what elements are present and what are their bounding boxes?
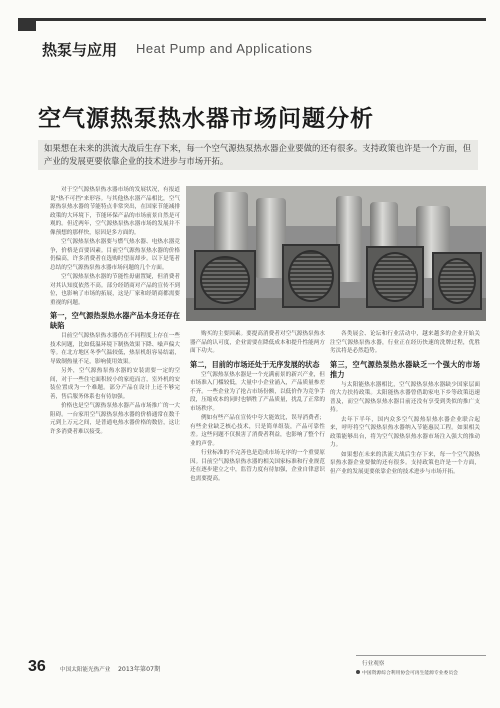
heat-pump-unit (194, 250, 256, 310)
section-heading-2: 第二，目前的市场还处于无序发展的状态 (190, 359, 320, 369)
fan-grille (288, 250, 334, 302)
body-paragraph: 空气源热泵热水器要与燃气热水器、电热水器竞争，价格是首要因素。目前空气源热泵热水器的价格仍偏高，许多消费者在选购时望而却步。以下是笔者总结的空气源热泵热水器市场问题的几个方面。 (50, 239, 180, 271)
heat-pump-unit (282, 244, 340, 308)
journal-name: 中国太阳能光热产业 (60, 667, 111, 673)
body-paragraph: 如果想在未来的洪流大战后生存下来，每一个空气源热泵热水器企业要做的还有很多。支持政策也许是一个方面，但产业的发展更要依靠企业的技术进步与市场开拓。 (330, 451, 480, 475)
body-paragraph: 与太阳能热水器相比，空气源热泵热水器缺少国家层面的大力扶持政策。太阳能热水器曾借助家电下乡等政策迅速普及，而空气源热泵热水器目前还没有享受到类似的推广支持。 (330, 381, 480, 413)
column-tag: 行业观察 (362, 661, 385, 667)
article-title: 空气源热泵热水器市场问题分析 (38, 106, 374, 132)
text-column-3 (330, 330, 480, 477)
footer-org: 中国资源综合利用协会可再生能源专业委员会 (362, 671, 458, 676)
fan-grille (200, 256, 250, 304)
article-lead: 如果想在未来的洪流大战后生存下来，每一个空气源热泵热水器企业要做的还有很多。支持政策也许是一个方面，但产业的发展更要依靠企业的技术进步与市场开拓。 (38, 140, 478, 170)
section-title-en: Heat Pump and Applications (136, 41, 313, 56)
header-mark (18, 21, 36, 31)
body-paragraph: 另外，空气源热泵热水器的安装需要一定的空间，对于一些住宅面积较小的家庭而言，室外机的安装位置成为一个难题。部分产品在设计上还不够完善，售后服务体系也有待加强。 (50, 368, 180, 400)
footer-column-box (356, 655, 486, 679)
heat-pump-photo (186, 186, 486, 321)
body-paragraph: 价格也是空气源热泵热水器产品市场推广的一大阻碍。一台家用空气源热泵热水器的价格通常在数千元到上万元之间，是普通电热水器价格的数倍，这让许多消费者难以接受。 (50, 403, 180, 435)
section-header (18, 18, 486, 68)
heat-pump-unit (366, 246, 424, 308)
page-footer (18, 655, 486, 685)
body-paragraph: 空气源热泵热水器的节能性毋庸置疑，但消费者对其认知度依然不高。部分经销商对产品的宣传不到位，也影响了市场的拓展，这是厂家和经销商都需要重视的问题。 (50, 274, 180, 306)
body-paragraph: 去年下半年，国内众多空气源热泵热水器企业联合起来，呼吁将空气源热泵热水器纳入节能惠民工程。如果相关政策能够出台，将为空气源热泵热水器市场注入强大的推动力。 (330, 416, 480, 448)
text-column-2 (190, 330, 325, 484)
fan-grille (438, 258, 476, 304)
body-paragraph: 各类展会、论坛和行业活动中，越来越多的企业开始关注空气源热泵热水器，行业正在经历快速的洗牌过程，优胜劣汰将是必然趋势。 (330, 331, 480, 354)
issue-label: 2013年第07期 (118, 666, 161, 673)
body-paragraph: 目前空气源热泵热水器仍在不同程度上存在一些技术问题，比如低温环境下制热效果下降、噪声偏大等。在北方地区冬季气温较低，热泵机组容易结霜，导致制热量不足，影响使用效果。 (50, 333, 180, 365)
page-number: 36 (28, 658, 46, 675)
body-paragraph: 空气源热泵热水器是一个充满前景的新兴产业，但市场准入门槛较低，大量中小企业涌入，产品质量参差不齐。一些企业为了抢占市场份额，以低价作为竞争手段，压缩成本的同时也牺牲了产品质量，扰乱了正常的市场秩序。 (190, 371, 325, 412)
body-paragraph: 例如有些产品在宣传中夸大能效比，误导消费者；有些企业缺乏核心技术，只是简单组装，产品可靠性差。这些问题不仅损害了消费者利益，也影响了整个行业的声誉。 (190, 415, 325, 447)
bullet-icon (356, 670, 360, 674)
body-paragraph: 对于空气源热泵热水器市场的发展状况，有报道说"热不可挡"来形容。与其他热水器产品相比，空气源热泵热水器的节能特点非常突出，在国家节能减排政策的大环境下，节能环保产品的市场前景自然是可观的。但近两年，空气源热泵热水器市场的发展并不像预想的那样快，原因是多方面的。 (50, 187, 180, 236)
heat-pump-unit (432, 252, 482, 310)
text-column-1 (50, 186, 180, 437)
body-paragraph: 购买的主要因素。要提高消费者对空气源热泵热水器产品的认可度，企业需要在降低成本和提升性能两方面下功夫。 (190, 331, 325, 354)
section-heading-3: 第三，空气源热泵热水器缺乏一个强大的市场推力 (330, 359, 480, 379)
fan-grille (372, 252, 418, 302)
section-heading-1: 第一，空气源热泵热水器产品本身还存在缺陷 (50, 311, 180, 330)
body-paragraph: 行业标准的不完善也是造成市场无序的一个重要原因。目前空气源热泵热水器的相关国家标准和行业规范还在逐步建立之中，监管力度有待加强，企业自律意识也需要提高。 (190, 450, 325, 482)
section-title-cn: 热泵与应用 (42, 41, 118, 59)
